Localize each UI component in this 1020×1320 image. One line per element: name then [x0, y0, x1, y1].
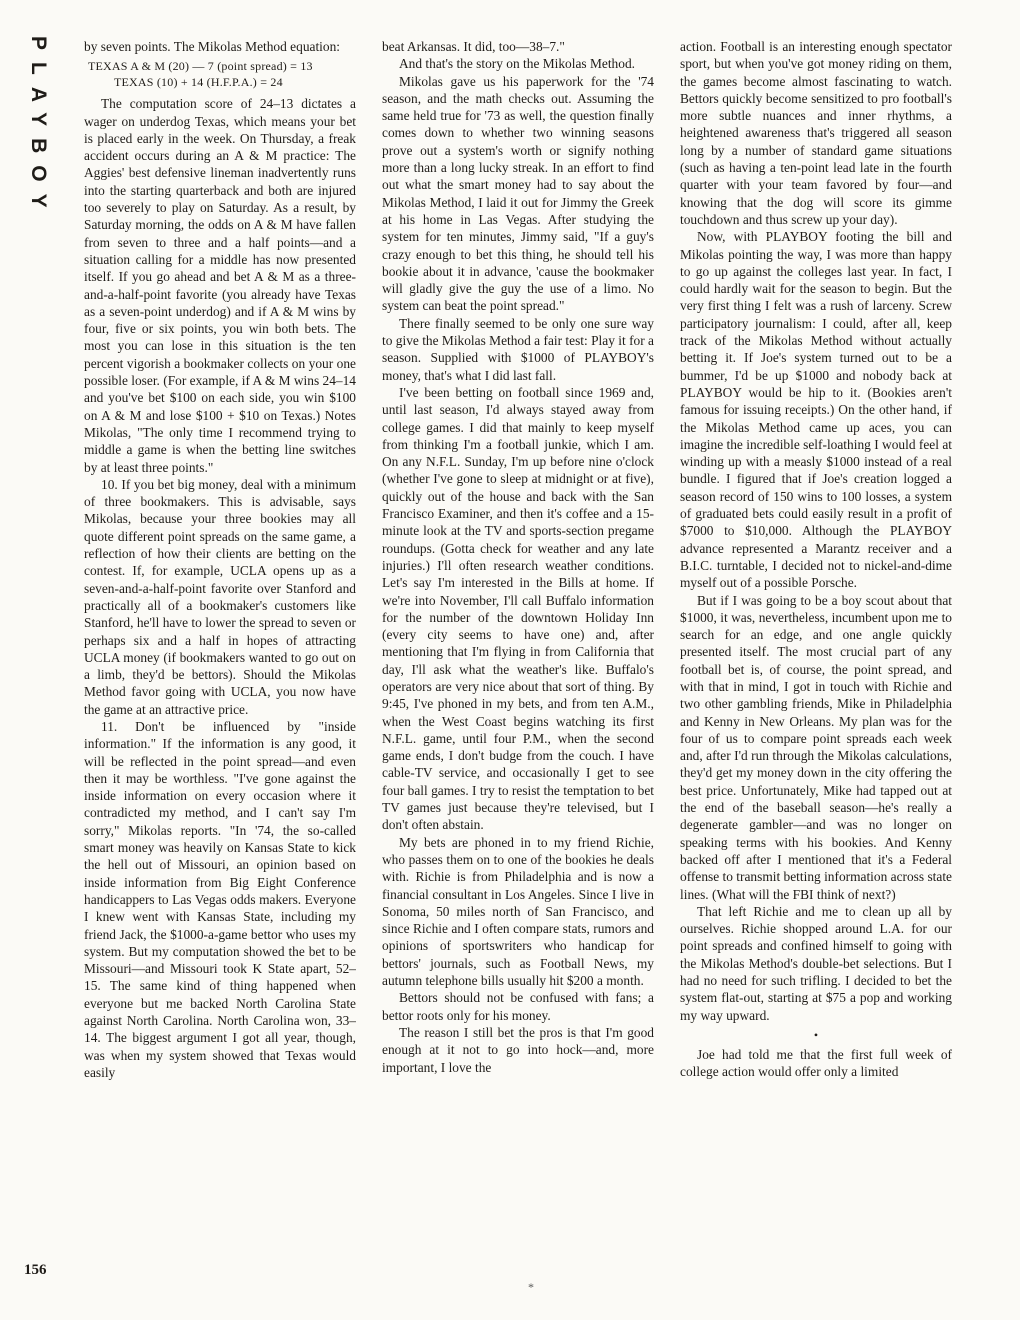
- paragraph: My bets are phoned in to my friend Richie, who passes them on to one of the bookies he deals with. Richie is from Philadelphia and is now a financial consultant in Los Angeles. Since I live in Sonoma, 50 miles north of San Francisco, and since Richie and I often compare stats, rumors and opinions of sportswriters who handicap for bettors' journals, such as Football News, my autumn telephone bills usually hit $200 a month.: [382, 834, 654, 989]
- magazine-spine-title: [27, 36, 56, 236]
- paragraph: That left Richie and me to clean up all by ourselves. Richie shopped around L.A. for our point spreads and confined himself to going with the Mikolas Method's double-bet selections. But I had no need for such trifling. I decided to bet the system flat-out, starting at $75 a pop and working my way upward.: [680, 903, 952, 1023]
- section-separator: •: [813, 1027, 819, 1042]
- paragraph: But if I was going to be a boy scout about that $1000, it was, nevertheless, incumbent upon me to search for an edge, and one angle quickly presented itself. The most crucial part of any football bet is, of course, the point spread, and with that in mind, I got in touch with Richie and two other gambling friends, Mike in Philadelphia and Kenny in New Orleans. My plan was for the four of us to compare point spreads each week and, after I'd run through the Mikolas calculations, they'd get my money down in the city offering the best price. Unfortunately, Mike had tapped out at the end of the baseball season—he's really a degenerate gambler—and was no longer on speaking terms with his bookies. And Kenny backed off after I mentioned that it's a Federal offense to transmit betting information across state lines. (What will the FBI think of next?): [680, 592, 952, 902]
- page-number: 156: [24, 1262, 47, 1278]
- equation-line: TEXAS A & M (20) — 7 (point spread) = 13: [88, 59, 313, 74]
- text-column-2: [382, 38, 654, 1278]
- paragraph: And that's the story on the Mikolas Method.: [399, 56, 635, 72]
- paragraph: The computation score of 24–13 dictates a wager on underdog Texas, which means your bet is placed early in the week. On Thursday, a freak accident occurs during an A & M practice: The Aggies' best defensive lineman inadvertently runs into the starting quarterback and both are injured too severely to play on Saturday. As a result, by Saturday morning, the odds on A & M have fallen from seven to three and a half points—and a situation calling for a middle has now presented itself. If you go ahead and bet A & M as a three-and-a-half-point favorite (you already have Texas as a seven-point underdog) and if A & M wins by four, five or six points, you win both bets. The most you can lose in this situation is the ten percent vigorish a bookmaker collects on your one possible loser. (For example, if A & M wins 24–14 and you've bet $100 on each side, you win $100 on A & M and lose $100 + $10 on Texas.) Notes Mikolas, "The only time I recommend trying to middle a game is when the betting line switches by at least three points.": [84, 96, 356, 475]
- text-column-1: [84, 38, 356, 1278]
- equation: [88, 58, 356, 90]
- paragraph: Bettors should not be confused with fans; a bettor roots only for his money.: [382, 990, 654, 1023]
- paragraph: beat Arkansas. It did, too—38–7.": [382, 39, 565, 54]
- paragraph: Mikolas gave us his paperwork for the '74 season, and the math checks out. Assuming the same held true for '73 as well, the question finally comes down to whether two winning seasons prove out a system's worth or signify nothing more than a long lucky streak. In an effort to find out what the smart money had to say about the Mikolas Method, I laid it out for Jimmy the Greek at his home in Las Vegas. After studying the system for ten minutes, Jimmy said, "If a guy's crazy enough to bet this thing, he should tell his bookie about it in advance, 'cause the bookmaker will gladly give the guy the use of a limo. No system can beat the point spread.": [382, 73, 654, 314]
- paragraph: Joe had told me that the first full week of college action would offer only a limited: [680, 1046, 952, 1080]
- paragraph: 11. Don't be influenced by "inside information." If the information is any good, it will be reflected in the point spread—and even then it may be worthless. "I've gone against the inside information on every occasion where it contradicted my method, and I can't say I'm sorry," Mikolas reports. "In '74, the so-called smart money was heavily on Kansas State to kick the hell out of Missouri, an opinion based on inside information from Big Eight Conference handicappers to Las Vegas odds makers. Everyone I knew went with Kansas State, including my friend Jack, the $1000-a-game bettor who uses my system. But my computation showed the bet to be Missouri—and Missouri took K State apart, 52–15. The same kind of thing happened when everyone but me backed North Carolina State against North Carolina. North Carolina won, 33–14. The biggest argument I got all year, though, was when my system showed that Texas would easily: [84, 718, 356, 1080]
- equation-line: TEXAS (10) + 14 (H.F.P.A.) = 24: [114, 75, 283, 90]
- magazine-name: PLAYBOY: [27, 36, 50, 220]
- paragraph: by seven points. The Mikolas Method equation:: [84, 39, 341, 54]
- paragraph: Now, with PLAYBOY footing the bill and Mikolas pointing the way, I was more than happy to go up against the colleges last year. In fact, I could hardly wait for the season to begin. But the very first thing I felt was a rush of larceny. Screw participatory journalism: I could, after all, keep track of the Mikolas Method without actually betting it. If Joe's system turned out to be a bummer, I'd be up $1000 and nobody back at PLAYBOY would be hip to it. (Bookies aren't famous for issuing receipts.) On the other hand, if the Mikolas Method came up aces, you can imagine the incredible self-loathing I would feel at winding up with a measly $1000 instead of a real bundle. I figured that if Joe's creation logged a season record of 150 wins to 100 losses, a system of graduated bets could easily result in a profit of $7000 to $10,000. Although the PLAYBOY advance represented a Marantz receiver and a B.I.C. turntable, I decided not to nickel-and-dime myself out of a possible Porsche.: [680, 229, 952, 591]
- paragraph: The reason I still bet the pros is that I'm good enough at it not to go into hock—and, more important, I love the: [382, 1024, 654, 1075]
- paragraph: 10. If you bet big money, deal with a minimum of three bookmakers. This is advisable, says Mikolas, because your three bookies may all quote different point spreads on the same game, a reflection of how their clients are betting on the contest. If, for example, UCLA opens up as a seven-and-a-half-point favorite over Stanford and practically all of a bookmaker's customers like Stanford, he'll have to lower the spread to seven or perhaps six and a half in hopes of attracting UCLA money (if bookmakers wanted to go out on a limb, they'd be bettors). Should the Mikolas Method favor going with UCLA, you now have the game at an attractive price.: [84, 476, 356, 717]
- paragraph: I've been betting on football since 1969 and, until last season, I'd always stayed away from college games. I did that mainly to keep myself from thinking I'm a football junkie, which I am. On any N.F.L. Sunday, I'm up before nine o'clock (whether I've gone to sleep at midnight or at five), quickly out of the house and back with the San Francisco Examiner, and then it's coffee and a 15-minute look at the TV and sports-section pregame roundups. (Gotta check for weather and any late injuries.) I'll often research weather conditions. Let's say I'm interested in the Bills at home. If we're into November, I'll call Buffalo information for the number of the downtown Holiday Inn (every city seems to have one) and, after mentioning that I'm flying in from California that day, I'll ask what the weather's like. Buffalo's operators are very nice about that sort of thing. By 9:45, I've phoned in my bets, and from ten A.M., when the West Coast begins watching its first N.F.L. game, until four P.M., when the second game ends, I don't budge from the couch. I have cable-TV service, and occasionally I get to see four ball games. I try to resist the temptation to bet TV games just because they're televised, but I don't often abstain.: [382, 384, 654, 833]
- text-column-3: [680, 38, 952, 1278]
- footer-mark: *: [528, 1280, 534, 1294]
- paragraph: There finally seemed to be only one sure way to give the Mikolas Method a fair test: Play it for a season. Supplied with $1000 of PLAYBOY's money, that's what I did last fall.: [382, 315, 654, 383]
- paragraph: action. Football is an interesting enough spectator sport, but when you've got money riding on them, the games become almost fascinating to watch. Bettors quickly become sensitized to pro football's more subtle nuances and inner rhythms, a heightened awareness that's triggered all season long by a number of standard game situations (such as having a ten-point lead late in the fourth quarter with your team favored by four—and knowing that the dog will score its gimme touchdown and thus screw up your day).: [680, 39, 952, 227]
